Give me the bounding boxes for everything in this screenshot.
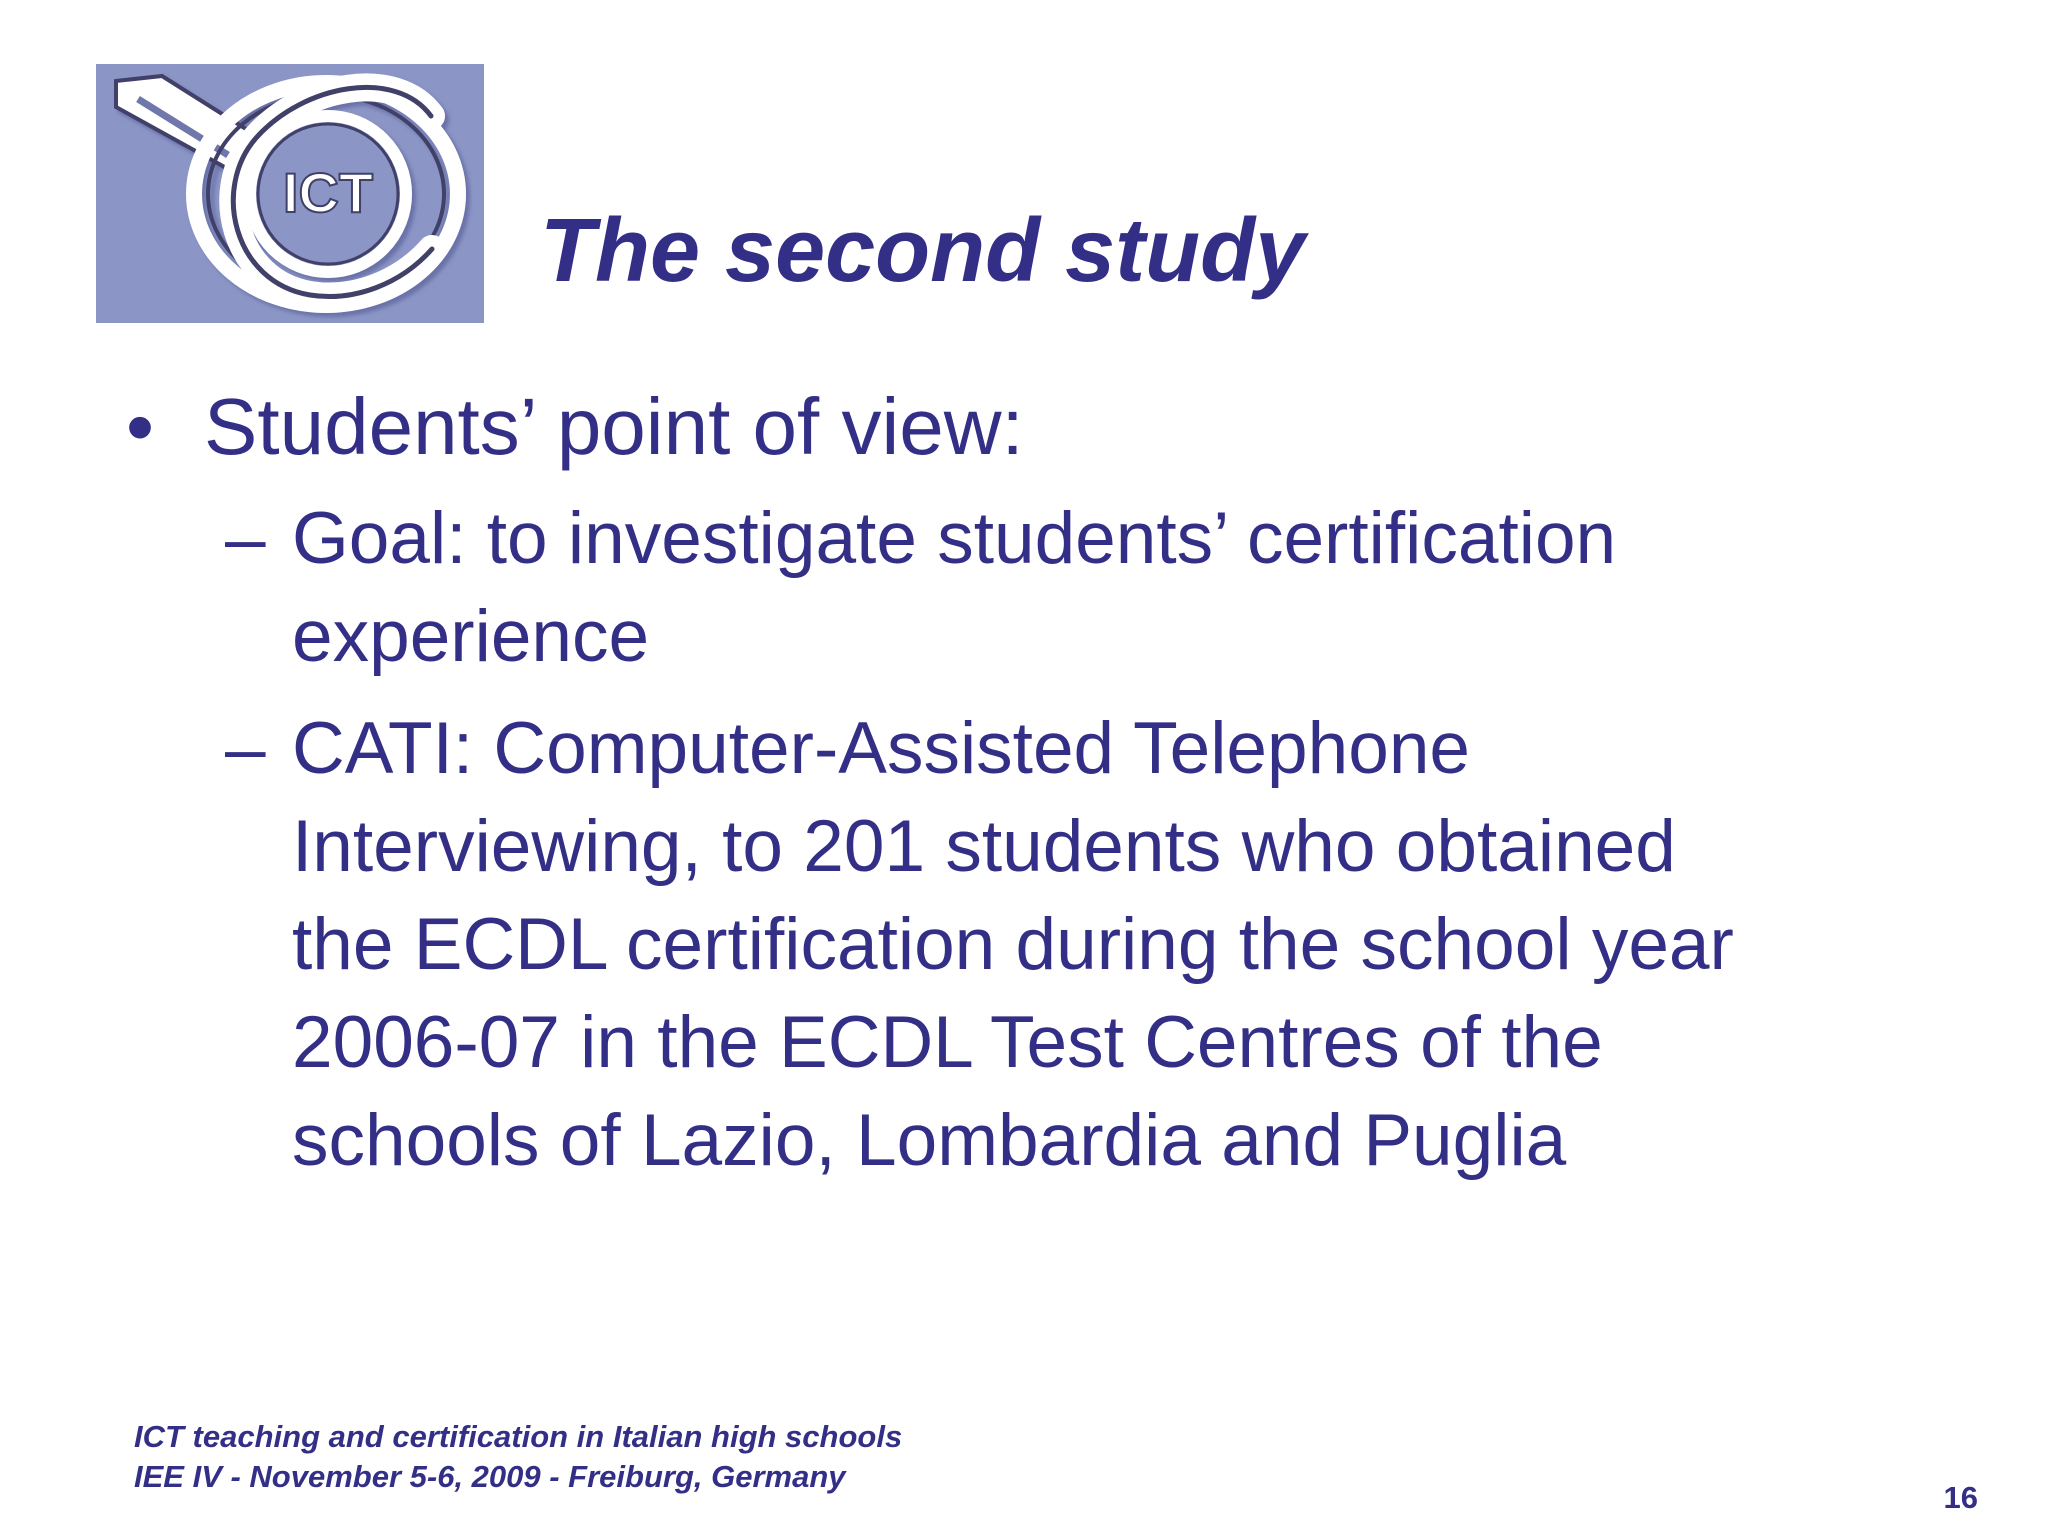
dash-icon: – [225, 498, 266, 579]
footer-line-1: ICT teaching and certification in Italian high schools [134, 1419, 903, 1454]
footer-line-2: IEE IV - November 5-6, 2009 - Freiburg, Germany [134, 1459, 846, 1494]
sub-bullet-cati [225, 700, 1945, 1190]
main-bullet [126, 378, 1946, 476]
goal-text: Goal: to investigate students’ certification experience [292, 498, 1617, 677]
dash-icon: – [225, 708, 266, 789]
slide-title: The second study [540, 201, 1306, 302]
sub-bullet-list [225, 490, 1945, 1190]
page-number: 16 [1943, 1480, 1978, 1515]
sub-bullet-goal [225, 490, 1945, 686]
slide-content [126, 378, 1946, 1204]
cati-text: CATI: Computer-Assisted Telephone Interviewing, to 201 students who obtained the ECDL certification during the school year 2006-07 in the ECDL Test Centres of the schools of Lazio, Lombardia and Puglia [292, 708, 1734, 1181]
slide-footer [134, 1417, 902, 1497]
bullet-icon: • [126, 382, 155, 471]
ict-magnifying-glass-logo [96, 64, 484, 323]
magnifying-glass-icon [96, 64, 484, 323]
logo-ict-text: ICT [282, 161, 374, 224]
main-bullet-text: Students’ point of view: [204, 382, 1024, 471]
